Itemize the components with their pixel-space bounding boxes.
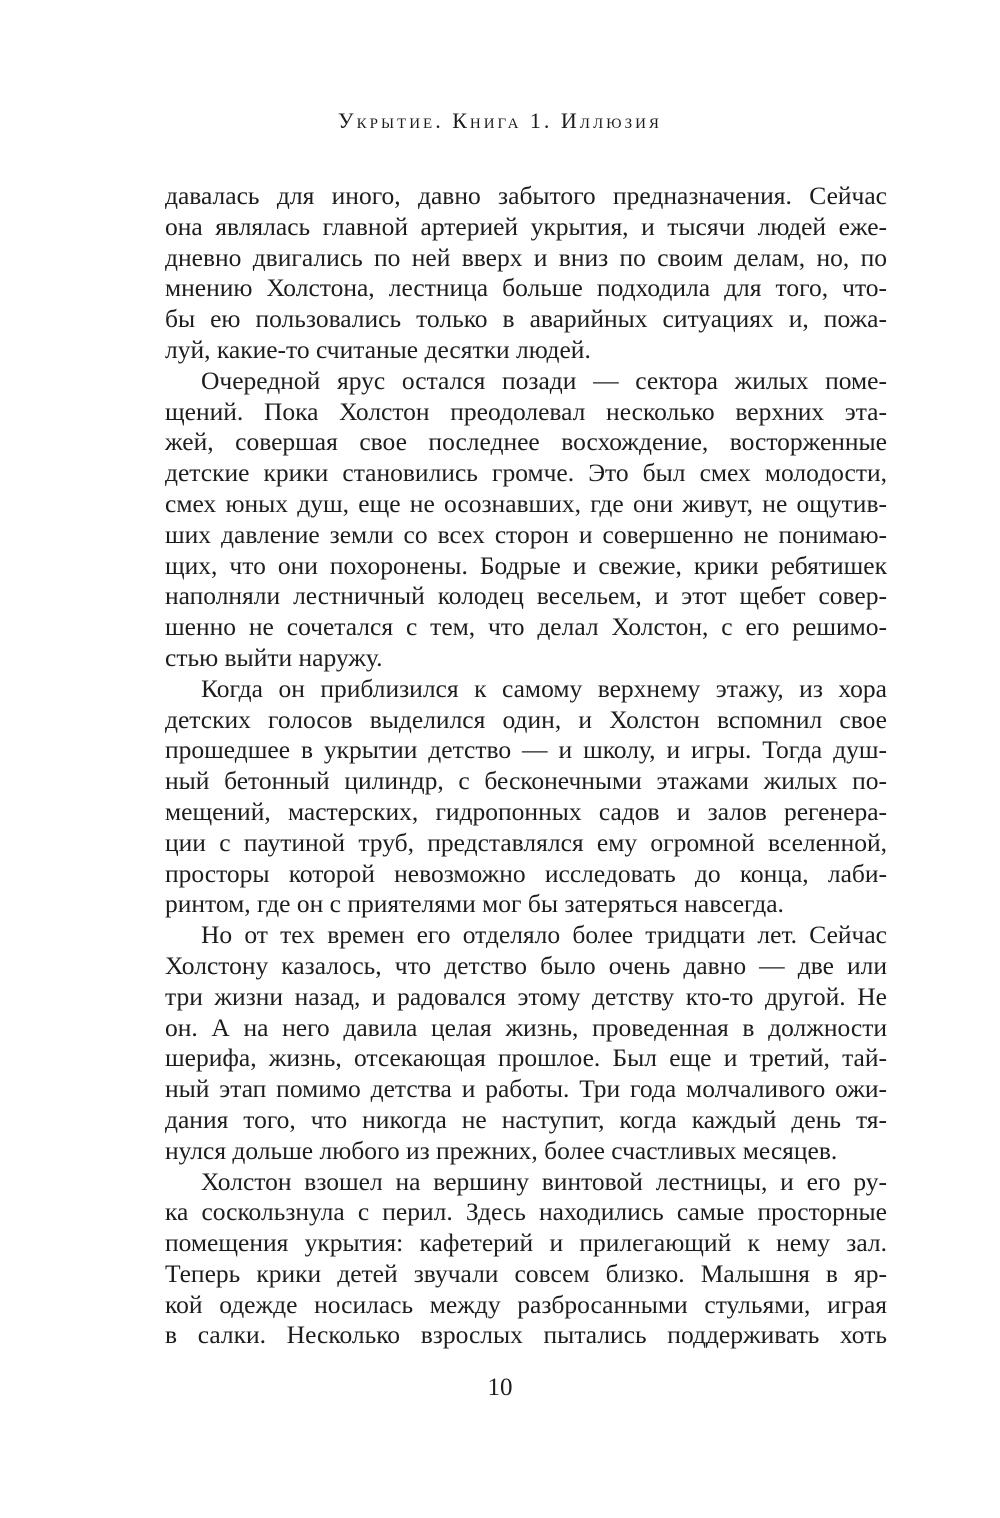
- text-line: ших давление земли со всех сторон и совершенно не понимаю-: [165, 519, 887, 549]
- body-text: [165, 181, 887, 1351]
- text-line: жей, совершая свое последнее восхождение, восторженные: [165, 427, 887, 457]
- text-line: ринтом, где он с приятелями мог бы затеряться навсегда.: [165, 889, 784, 919]
- running-header: Укрытие. Книга 1. Иллюзия: [338, 108, 662, 133]
- page-number: 10: [487, 1374, 513, 1401]
- text-line: нулся дольше любого из прежних, более счастливых месяцев.: [165, 1135, 838, 1165]
- text-line: давалась для иного, давно забытого предназначения. Сейчас: [165, 181, 887, 210]
- text-line: мещений, мастерских, гидропонных садов и залов регенера-: [165, 796, 887, 826]
- text-line: в салки. Несколько взрослых пытались поддерживать хоть: [165, 1320, 887, 1350]
- text-line: она являлась главной артерией укрытия, и тысячи людей еже-: [165, 211, 887, 241]
- text-line: шенно не сочетался с тем, что делал Холстон, с его решимо-: [165, 612, 887, 642]
- text-line: Теперь крики детей звучали совсем близко. Малышня в яр-: [165, 1258, 887, 1288]
- paragraph: [165, 366, 887, 674]
- text-line: ции с паутиной труб, представлялся ему огромной вселенной,: [165, 827, 887, 857]
- text-line: помещения укрытия: кафетерий и прилегающий к нему зал.: [165, 1228, 887, 1258]
- text-line: Очередной ярус остался позади — сектора жилых поме-: [201, 365, 887, 395]
- text-line: ный этап помимо детства и работы. Три года молчаливого ожи-: [165, 1074, 887, 1104]
- text-line: он. А на него давила целая жизнь, проведенная в должности: [165, 1012, 887, 1042]
- text-line: ка соскользнула с перил. Здесь находились самые просторные: [165, 1197, 887, 1227]
- text-line: Холстону казалось, что детство было очень давно — две или: [165, 950, 887, 980]
- paragraph: [165, 181, 887, 366]
- text-line: стью выйти наружу.: [165, 642, 383, 672]
- text-line: Холстон взошел на вершину винтовой лестницы, и его ру-: [201, 1166, 887, 1196]
- text-line: кой одежде носилась между разбросанными стульями, играя: [165, 1289, 887, 1319]
- text-line: Когда он приблизился к самому верхнему этажу, из хора: [201, 673, 887, 703]
- text-line: прошедшее в укрытии детство — и школу, и игры. Тогда душ-: [165, 735, 887, 765]
- text-line: мнению Холстона, лестница больше подходила для того, что-: [165, 273, 887, 303]
- text-line: просторы которой невозможно исследовать до конца, лаби-: [165, 858, 887, 888]
- text-line: луй, какие-то считаные десятки людей.: [165, 334, 591, 364]
- paragraph: [165, 920, 887, 1166]
- text-line: дания того, что никогда не наступит, когда каждый день тя-: [165, 1104, 887, 1134]
- text-line: детских голосов выделился один, и Холстон вспомнил свое: [165, 704, 887, 734]
- text-line: шерифа, жизнь, отсекающая прошлое. Был еще и третий, тай-: [165, 1043, 887, 1073]
- text-line: щих, что они похоронены. Бодрые и свежие, крики ребятишек: [165, 550, 887, 580]
- paragraph: [165, 674, 887, 920]
- text-line: бы ею пользовались только в аварийных ситуациях и, пожа-: [165, 304, 887, 334]
- text-line: три жизни назад, и радовался этому детству кто-то другой. Не: [165, 981, 887, 1011]
- text-line: щений. Пока Холстон преодолевал несколько верхних эта-: [165, 396, 887, 426]
- text-line: детские крики становились громче. Это был смех молодости,: [165, 458, 887, 488]
- paragraph: [165, 1167, 887, 1352]
- text-line: ный бетонный цилиндр, с бесконечными этажами жилых по-: [165, 766, 887, 796]
- text-line: Но от тех времен его отделяло более тридцати лет. Сейчас: [201, 920, 887, 950]
- text-line: смех юных душ, еще не осознавших, где они живут, не ощутив-: [165, 488, 887, 518]
- text-line: дневно двигались по ней вверх и вниз по своим делам, но, по: [165, 242, 887, 272]
- text-line: наполняли лестничный колодец весельем, и этот щебет совер-: [165, 581, 887, 611]
